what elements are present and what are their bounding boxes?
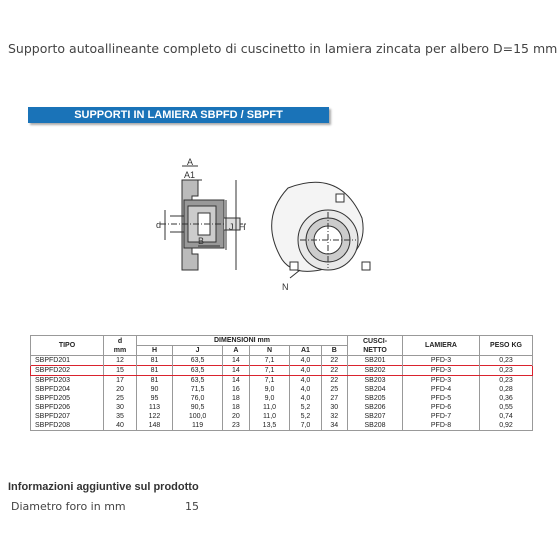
table-cell: 25	[104, 394, 137, 403]
header-dimensioni: DIMENSIONI mm	[137, 336, 348, 346]
product-description: Supporto autoallineante completo di cuscinetto in lamiera zincata per albero D=15 mm	[8, 41, 558, 56]
info-row	[11, 500, 199, 513]
table-cell: SBPFD207	[31, 412, 104, 421]
table-cell: SB204	[348, 385, 403, 394]
subheader-J: J	[172, 346, 222, 356]
table-cell: 0,28	[480, 385, 533, 394]
label-N: N	[282, 282, 289, 292]
table-cell: 81	[137, 366, 173, 376]
table-cell: 9,0	[249, 385, 290, 394]
table-cell: 25	[321, 385, 347, 394]
table-cell: 7,0	[290, 421, 321, 431]
table-cell: 11,0	[249, 412, 290, 421]
info-label: Diametro foro in mm	[11, 500, 126, 513]
table-cell: 7,1	[249, 356, 290, 366]
table-cell: PFD-8	[403, 421, 480, 431]
subheader-A: A	[223, 346, 249, 356]
table-cell: 90	[137, 385, 173, 394]
info-value: 15	[185, 500, 199, 513]
table-cell: 63,5	[172, 366, 222, 376]
table-cell: 18	[223, 394, 249, 403]
table-cell: 22	[321, 376, 347, 386]
table-cell: SBPFD206	[31, 403, 104, 412]
table-cell: 7,1	[249, 366, 290, 376]
table-cell: SBPFD203	[31, 376, 104, 386]
table-cell: 81	[137, 376, 173, 386]
table-cell: SB207	[348, 412, 403, 421]
table-cell: SBPFD208	[31, 421, 104, 431]
table-cell: 76,0	[172, 394, 222, 403]
table-cell: 20	[223, 412, 249, 421]
table-cell: PFD-7	[403, 412, 480, 421]
header-d: d mm	[104, 336, 137, 356]
table-cell: 40	[104, 421, 137, 431]
table-cell: 17	[104, 376, 137, 386]
table-cell: SB206	[348, 403, 403, 412]
table-cell: 63,5	[172, 376, 222, 386]
table-cell: SB208	[348, 421, 403, 431]
table-cell: 63,5	[172, 356, 222, 366]
additional-info-title: Informazioni aggiuntive sul prodotto	[8, 481, 199, 493]
subheader-N: N	[249, 346, 290, 356]
label-H: H	[239, 222, 246, 232]
table-cell: 119	[172, 421, 222, 431]
table-cell: 14	[223, 356, 249, 366]
table-cell: 12	[104, 356, 137, 366]
table-cell: 0,36	[480, 394, 533, 403]
table-cell: 0,23	[480, 376, 533, 386]
table-cell: 20	[104, 385, 137, 394]
table-row	[31, 385, 533, 394]
table-cell: PFD-3	[403, 356, 480, 366]
table-row	[31, 394, 533, 403]
table-cell: SBPFD202	[31, 366, 104, 376]
table-cell: 35	[104, 412, 137, 421]
table-cell: 0,92	[480, 421, 533, 431]
table-row	[31, 376, 533, 386]
header-lamiera: LAMIERA	[403, 336, 480, 356]
header-peso: PESO KG	[480, 336, 533, 356]
table-cell: PFD-4	[403, 385, 480, 394]
table-cell: 5,2	[290, 412, 321, 421]
table-cell: 16	[223, 385, 249, 394]
table-cell: SBPFD201	[31, 356, 104, 366]
table-row	[31, 412, 533, 421]
table-row	[31, 421, 533, 431]
table-cell: 0,23	[480, 356, 533, 366]
table-cell: 113	[137, 403, 173, 412]
table-cell: 22	[321, 356, 347, 366]
subheader-H: H	[137, 346, 173, 356]
table-row	[31, 356, 533, 366]
label-B: B	[198, 236, 205, 246]
table-cell: 22	[321, 366, 347, 376]
table-cell: SBPFD204	[31, 385, 104, 394]
table-cell: SBPFD205	[31, 394, 104, 403]
table-row	[31, 403, 533, 412]
table-cell: 0,74	[480, 412, 533, 421]
dimensions-table	[30, 335, 533, 431]
table-cell: 14	[223, 366, 249, 376]
table-cell: 90,5	[172, 403, 222, 412]
header-cuscinetto: CUSCI- NETTO	[348, 336, 403, 356]
table-cell: 7,1	[249, 376, 290, 386]
table-cell: SB201	[348, 356, 403, 366]
table-cell: 148	[137, 421, 173, 431]
table-cell: 71,5	[172, 385, 222, 394]
table-cell: 27	[321, 394, 347, 403]
table-cell: 9,0	[249, 394, 290, 403]
header-tipo: TIPO	[31, 336, 104, 356]
table-cell: 0,55	[480, 403, 533, 412]
table-cell: 100,0	[172, 412, 222, 421]
label-A: A	[187, 158, 194, 167]
table-cell: 11,0	[249, 403, 290, 412]
table-cell: PFD-3	[403, 376, 480, 386]
technical-drawing	[140, 158, 380, 298]
table-cell: 18	[223, 403, 249, 412]
table-cell: 122	[137, 412, 173, 421]
table-cell: 4,0	[290, 366, 321, 376]
table-cell: PFD-6	[403, 403, 480, 412]
table-cell: 14	[223, 376, 249, 386]
table-cell: 15	[104, 366, 137, 376]
label-J: J	[229, 222, 234, 232]
table-cell: 34	[321, 421, 347, 431]
table-cell: 0,23	[480, 366, 533, 376]
table-cell: 4,0	[290, 376, 321, 386]
table-cell: 30	[104, 403, 137, 412]
table-cell: 4,0	[290, 394, 321, 403]
table-cell: 32	[321, 412, 347, 421]
label-d: d	[156, 220, 162, 230]
table-body	[31, 356, 533, 431]
table-cell: SB202	[348, 366, 403, 376]
dimensions-table-wrapper	[30, 335, 533, 431]
table-cell: 23	[223, 421, 249, 431]
table-cell: 81	[137, 356, 173, 366]
subheader-A1: A1	[290, 346, 321, 356]
series-banner: SUPPORTI IN LAMIERA SBPFD / SBPFT	[28, 107, 329, 123]
label-A1: A1	[184, 170, 196, 180]
table-cell: PFD-3	[403, 366, 480, 376]
subheader-B: B	[321, 346, 347, 356]
table-cell: 4,0	[290, 385, 321, 394]
table-cell: SB205	[348, 394, 403, 403]
table-cell: 13,5	[249, 421, 290, 431]
table-cell: 95	[137, 394, 173, 403]
table-cell: 5,2	[290, 403, 321, 412]
table-cell: PFD-5	[403, 394, 480, 403]
table-cell: SB203	[348, 376, 403, 386]
table-row	[31, 366, 533, 376]
table-cell: 30	[321, 403, 347, 412]
table-cell: 4,0	[290, 356, 321, 366]
